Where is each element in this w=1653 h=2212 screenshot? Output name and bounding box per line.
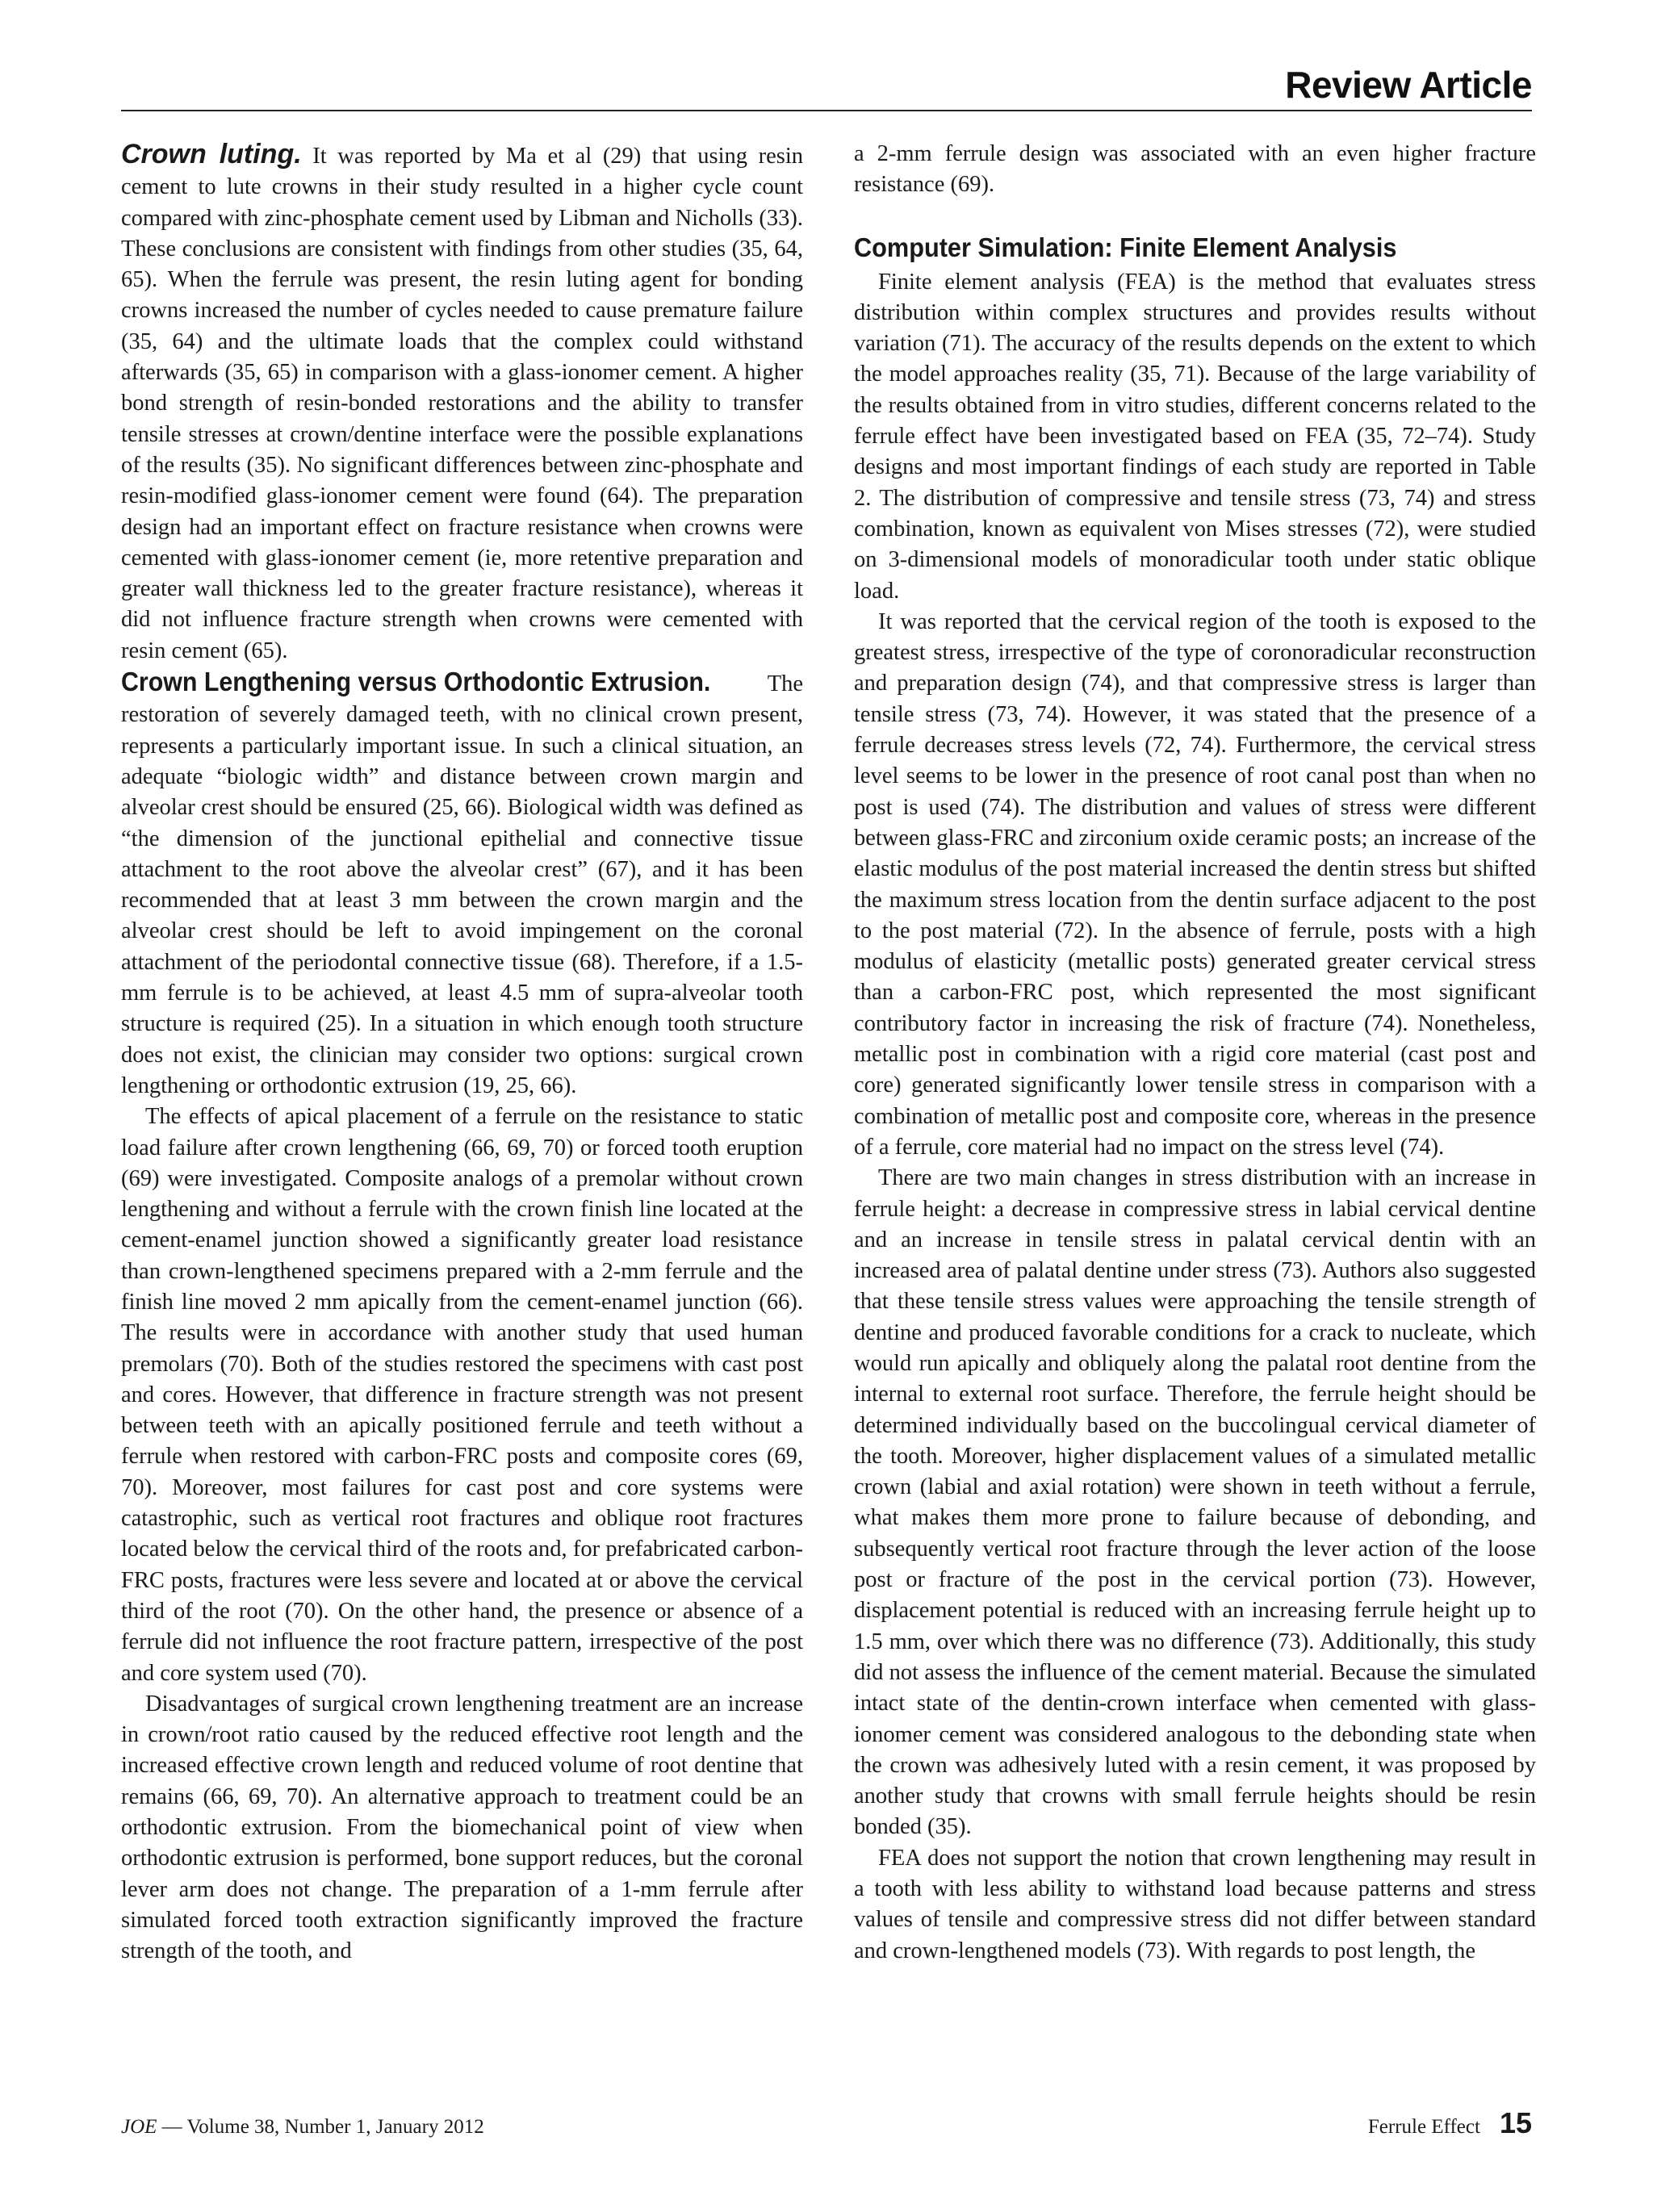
lengthening-text: The restoration of severely damaged teeth, with no clinical crown present, represents a particularly important issue. In such a clinical situation, an adequate “biologic width” and distance between crown margin and alveolar crest should be ensured (25, 66). Biological width was defined as “the dimension of the junctional epithelial and connective tissue attachment to the root above the alveolar crest” (67), and it has been recommended that at least 3 mm between the crown margin and the alveolar crest should be left to avoid impingement on the coronal attachment of the periodontal connective tissue (68). Therefore, if a 1.5-mm ferrule is to be achieved, at least 4.5 mm of supra-alveolar tooth structure is required (25). In a situation in which enough tooth structure does not exist, the clinician may consider two options: surgical crown lengthening or orthodontic extrusion (19, 25, 66). — [121, 671, 803, 1098]
crown-luting-heading: Crown luting. — [121, 139, 302, 169]
footer-right — [1368, 2106, 1532, 2140]
apical-paragraph: The effects of apical placement of a ferrule on the resistance to static load failure after crown lengthening (66, 69, 70) or forced tooth eruption (69) were investigated. Composite analogs of a premolar without crown lengthening and without a ferrule with the crown finish line located at the cement-enamel junction showed a significantly greater load resistance than crown-lengthened specimens prepared with a 2-mm ferrule and the finish line moved 2 mm apically from the cement-enamel junction (66). The results were in accordance with another study that used human premolars (70). Both of the studies restored the specimens with cast post and cores. However, that difference in fracture strength was not present between teeth with an apically positioned ferrule and teeth without a ferrule when restored with carbon-FRC posts and composite cores (69, 70). Moreover, most failures for cast post and core systems were catastrophic, such as vertical root fractures and oblique root fractures located below the cervical third of the roots and, for prefabricated carbon-FRC posts, fractures were less severe and located at or above the cervical third of the root (70). On the other hand, the presence or absence of a ferrule did not influence the root fracture pattern, irrespective of the post and core system used (70). — [121, 1104, 803, 1686]
fea-paragraph-2: It was reported that the cervical region of the tooth is exposed to the greatest stress, irrespective of the type of coronoradicular reconstruction and preparation design (74), and that compressive stress is larger than tensile stress (73, 74). However, it was stated that the presence of a ferrule decreases stress levels (72, 74). Furthermore, the cervical stress level seems to be lower in the presence of root canal post than when no post is used (74). The distribution and values of stress were different between glass-FRC and zirconium oxide ceramic posts; an increase of the elastic modulus of the post material increased the dentin stress but shifted the maximum stress location from the dentin surface adjacent to the post to the post material (72). In the absence of ferrule, posts with a high modulus of elasticity (metallic posts) generated greater cervical stress than a carbon-FRC post, which represented the most significant contributory factor in increasing the risk of fracture (74). Nonetheless, metallic post in combination with a rigid core material (cast post and core) generated significantly lower tensile stress in comparison with a combination of metallic post and composite core, whereas in the presence of a ferrule, core material had no impact on the stress level (74). — [854, 608, 1536, 1160]
page-number: 15 — [1499, 2106, 1532, 2139]
lengthening-paragraph — [121, 667, 803, 1102]
fea-paragraph-4: FEA does not support the notion that crown lengthening may result in a tooth with less ability to withstand load because patterns and stress values of tensile and compressive stress did not differ between standard and crown-lengthened models (73). With regards to post length, the — [854, 1845, 1536, 1963]
footer-citation — [121, 2116, 484, 2139]
crown-luting-text: It was reported by Ma et al (29) that using resin cement to lute crowns in their study resulted in a higher cycle count compared with zinc-phosphate cement used by Libman and Nicholls (33). These conclusions are consistent with findings from other studies (35, 64, 65). When the ferrule was present, the resin luting agent for bonding crowns increased the number of cycles needed to cause premature failure (35, 64) and the ultimate loads that the complex could withstand afterwards (35, 65) in comparison with a glass-ionomer cement. A higher bond strength of resin-bonded restorations and the ability to transfer tensile stresses at crown/dentine interface were the possible explanations of the results (35). No significant differences between zinc-phosphate and resin-modified glass-ionomer cement were found (64). The preparation design had an important effect on fracture resistance when crowns were cemented with glass-ionomer cement (ie, more retentive preparation and greater wall thickness led to the greater fracture resistance), whereas it did not influence fracture strength when crowns were cemented with resin cement (65). — [121, 144, 804, 663]
fea-heading: Computer Simulation: Finite Element Analysis — [854, 232, 1397, 262]
disadvantages-paragraph: Disadvantages of surgical crown lengthening treatment are an increase in crown/root ratio caused by the reduced effective root length and the increased effective crown length and reduced volume of root dentine that remains (66, 69, 70). An alternative approach to treatment could be an orthodontic extrusion. From the biomechanical point of view when orthodontic extrusion is performed, bone support reduces, but the coronal lever arm does not change. The preparation of a 1-mm ferrule after simulated forced tooth extraction significantly improved the fracture strength of the tooth, and — [121, 1691, 803, 1964]
lengthening-heading: Crown Lengthening versus Orthodontic Extrusion. — [121, 667, 711, 697]
header-rule — [121, 110, 1532, 111]
fea-paragraph-3: There are two main changes in stress distribution with an increase in ferrule height: a decrease in compressive stress in labial cervical dentine and an increase in tensile stress in palatal cervical dentin with an increased area of palatal dentine under stress (73). Authors also suggested that these tensile stress values were approaching the tensile strength of dentine and produced favorable conditions for a crack to nucleate, which would run apically and obliquely along the palatal root dentine from the internal to external root surface. Therefore, the ferrule height should be determined individually based on the buccolingual cervical diameter of the tooth. Moreover, higher displacement values of a simulated metallic crown (labial and axial rotation) were shown in teeth without a ferrule, what makes them more prone to failure because of debonding, and subsequently vertical root fracture through the lever action of the loose post or fracture of the post in the cervical portion (73). However, displacement potential is reduced with an increasing ferrule height up to 1.5 mm, over which there was no difference (73). Additionally, this study did not assess the influence of the cement material. Because the simulated intact state of the dentin-crown interface when cemented with glass-ionomer cement was considered analogous to the debonding state when the crown was adhesively luted with a resin cement, it was proposed by another study that crowns with small ferrule heights should be resin bonded (35). — [854, 1165, 1536, 1840]
fea-paragraph-1: Finite element analysis (FEA) is the method that evaluates stress distribution within complex structures and provides results without variation (71). The accuracy of the results depends on the extent to which the model approaches reality (35, 71). Because of the large variability of the results obtained from in vitro studies, different concerns related to the ferrule effect have been investigated based on FEA (35, 72–74). Study designs and most important findings of each study are reported in Table 2. The distribution of compressive and tensile stress (73, 74) and stress combination, known as equivalent von Mises stresses (72), were studied on 3-dimensional models of monoradicular tooth under static oblique load. — [854, 269, 1536, 604]
running-topic: Ferrule Effect — [1367, 2116, 1480, 2138]
continuation-paragraph: a 2-mm ferrule design was associated with an even higher fracture resistance (69). — [854, 141, 1536, 198]
journal-name: JOE — [121, 2116, 157, 2138]
right-column — [854, 139, 1536, 1967]
crown-luting-paragraph — [121, 139, 803, 667]
journal-issue: — Volume 38, Number 1, January 2012 — [157, 2116, 484, 2138]
section-label: Review Article — [1285, 64, 1532, 106]
section-gap — [854, 201, 1536, 232]
left-column — [121, 139, 803, 1967]
